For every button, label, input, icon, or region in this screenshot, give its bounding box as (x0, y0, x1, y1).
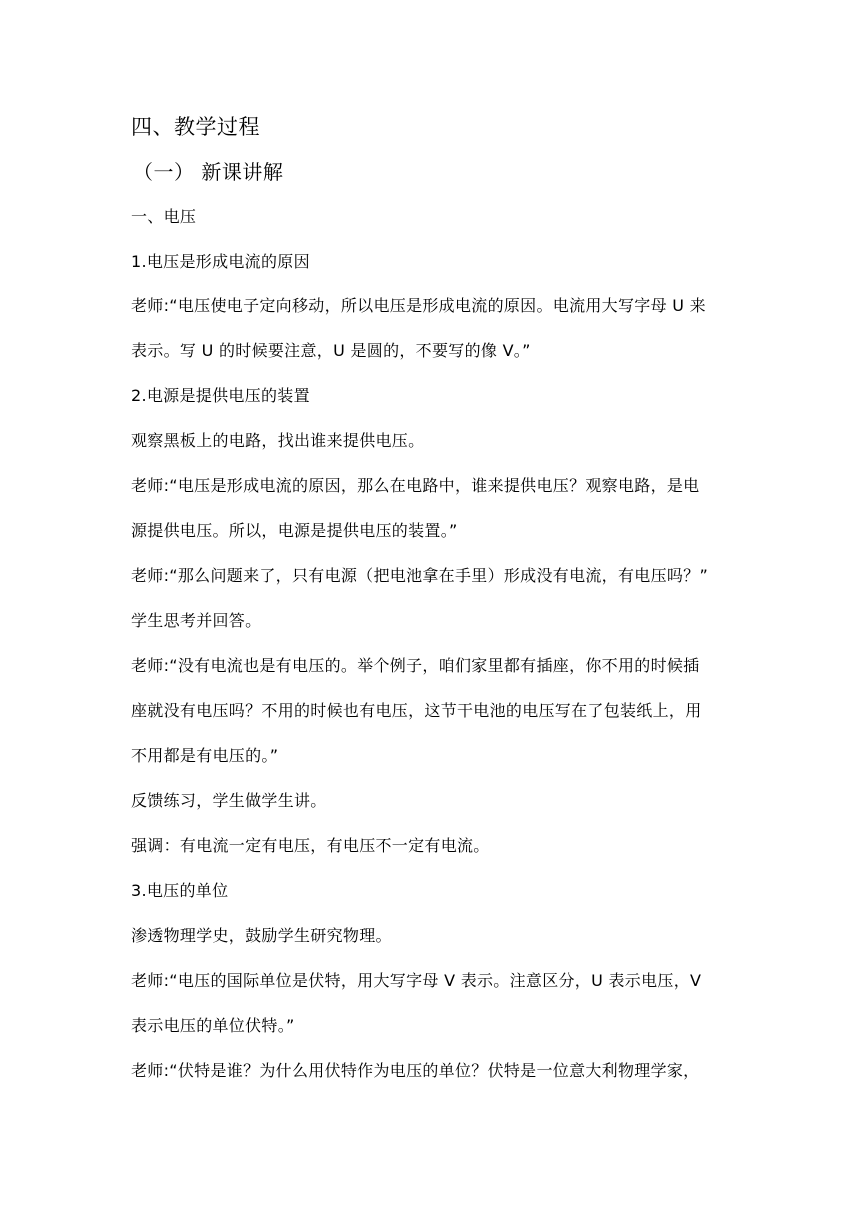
text-line: 不用都是有电压的。” (131, 746, 279, 765)
text-line: 强调：有电流一定有电压，有电压不一定有电流。 (131, 836, 490, 855)
text-line: 老师:“没有电流也是有电压的。举个例子，咱们家里都有插座，你不用的时候插 (131, 656, 700, 675)
text-line: 表示。写 U 的时候要注意，U 是圆的，不要写的像 V。” (131, 341, 531, 360)
text-line: 渗透物理学史，鼓励学生研究物理。 (131, 926, 392, 945)
text-line: 2.电源是提供电压的装置 (131, 386, 310, 405)
text-line: 学生思考并回答。 (131, 611, 262, 630)
text-line: 座就没有电压吗？不用的时候也有电压，这节干电池的电压写在了包装纸上，用 (131, 701, 702, 720)
section-heading: 四、教学过程 (131, 115, 260, 139)
text-line: 1.电压是形成电流的原因 (131, 252, 310, 271)
text-line: 观察黑板上的电路，找出谁来提供电压。 (131, 431, 425, 450)
text-line: 老师:“电压是形成电流的原因，那么在电路中，谁来提供电压？观察电路，是电 (131, 476, 700, 495)
text-line: 老师:“电压使电子定向移动，所以电压是形成电流的原因。电流用大写字母 U 来 (131, 296, 706, 315)
text-line: 老师:“那么问题来了，只有电源（把电池拿在手里）形成没有电流，有电压吗？” (131, 566, 709, 585)
text-line: 3.电压的单位 (131, 881, 229, 900)
text-line: 表示电压的单位伏特。” (131, 1016, 295, 1035)
text-line: 一、电压 (131, 207, 197, 226)
text-line: 源提供电压。所以，电源是提供电压的装置。” (131, 521, 458, 540)
subsection-heading: （一） 新课讲解 (133, 160, 284, 184)
text-line: 反馈练习，学生做学生讲。 (131, 791, 327, 810)
text-line: 老师:“电压的国际单位是伏特，用大写字母 V 表示。注意区分，U 表示电压，V (131, 971, 702, 990)
text-line: 老师:“伏特是谁？为什么用伏特作为电压的单位？伏特是一位意大利物理学家， (131, 1061, 700, 1080)
